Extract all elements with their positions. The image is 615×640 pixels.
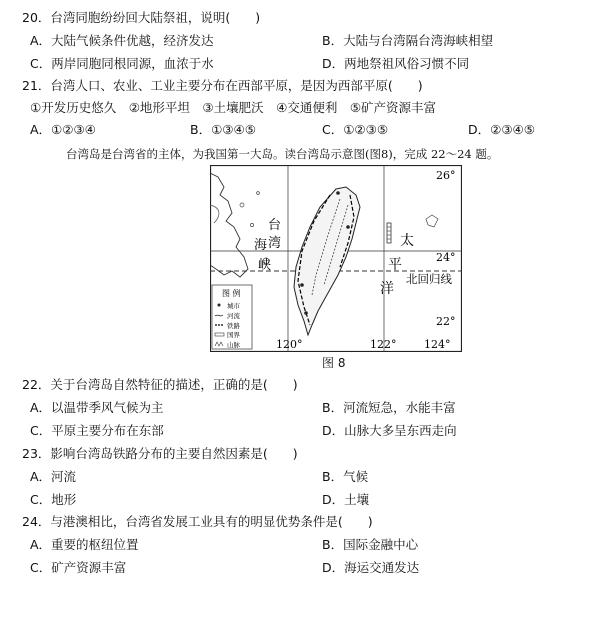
q23-option-d: D．土壤 xyxy=(322,492,370,507)
strait-label-2: 湾 xyxy=(268,236,282,251)
legend-border: 国界 xyxy=(227,331,240,339)
q20-option-d: D．两地祭祖风俗习惯不同 xyxy=(322,56,470,71)
q21-option-b: B．①③④⑤ xyxy=(190,122,256,137)
q20-stem: 20．台湾同胞纷纷回大陆祭祖，说明( ) xyxy=(22,10,261,25)
q24-option-d: D．海运交通发达 xyxy=(322,560,420,575)
lon-label-122: 122° xyxy=(370,338,397,351)
ocean-label-2: 平 xyxy=(388,257,402,273)
q24-option-a: A．重要的枢纽位置 xyxy=(30,537,139,552)
q23-stem: 23．影响台湾岛铁路分布的主要自然因素是( ) xyxy=(22,446,298,461)
q20-option-b: B．大陆与台湾隔台湾海峡相望 xyxy=(322,33,494,48)
legend-railway: 铁路 xyxy=(227,322,240,330)
q21-stem: 21．台湾人口、农业、工业主要分布在西部平原，是因为西部平原( ) xyxy=(22,78,423,93)
ocean-label-3: 洋 xyxy=(380,281,394,297)
q23-option-b: B．气候 xyxy=(322,469,369,484)
strait-label-1: 台 xyxy=(268,218,282,233)
q21-option-c: C．①②③⑤ xyxy=(322,122,389,137)
q22-option-b: B．河流短急，水能丰富 xyxy=(322,400,456,415)
q24-option-b: B．国际金融中心 xyxy=(322,537,419,552)
q20-option-c: C．两岸同胞同根同源，血浓于水 xyxy=(30,56,214,71)
q21-option-a: A．①②③④ xyxy=(30,122,96,137)
strait-label-3: 海 xyxy=(254,238,268,253)
q23-option-a: A．河流 xyxy=(30,469,77,484)
figure-intro: 台湾岛是台湾省的主体，为我国第一大岛。读台湾岛示意图(图8)，完成 22～24 题。 xyxy=(66,147,499,161)
q24-stem: 24．与港澳相比，台湾省发展工业具有的明显优势条件是( ) xyxy=(22,514,373,529)
q22-option-c: C．平原主要分布在东部 xyxy=(30,423,164,438)
q23-option-c: C．地形 xyxy=(30,492,77,507)
legend-title: 图 例 xyxy=(222,289,241,298)
lon-label-120: 120° xyxy=(276,338,303,351)
legend-mountain: 山脉 xyxy=(227,341,240,349)
ocean-label-1: 太 xyxy=(400,233,414,249)
lat-label-22: 22° xyxy=(436,315,456,328)
taiwan-map xyxy=(210,165,462,352)
lat-label-26: 26° xyxy=(436,169,456,182)
q22-option-d: D．山脉大多呈东西走向 xyxy=(322,423,457,438)
strait-label-4: 峡 xyxy=(258,258,272,273)
legend-river: 河流 xyxy=(227,312,240,320)
q22-stem: 22．关于台湾岛自然特征的描述，正确的是( ) xyxy=(22,377,298,392)
lon-label-124: 124° xyxy=(424,338,451,351)
q21-option-d: D．②③④⑤ xyxy=(468,122,535,137)
q21-items: ①开发历史悠久 ②地形平坦 ③土壤肥沃 ④交通便利 ⑤矿产资源丰富 xyxy=(30,100,437,115)
q20-option-a: A．大陆气候条件优越，经济发达 xyxy=(30,33,214,48)
lat-label-24: 24° xyxy=(436,251,456,264)
tropic-label: 北回归线 xyxy=(406,272,452,286)
q21-options-row xyxy=(0,122,615,138)
figure-caption: 图 8 xyxy=(322,356,346,370)
q24-option-c: C．矿产资源丰富 xyxy=(30,560,127,575)
q22-option-a: A．以温带季风气候为主 xyxy=(30,400,164,415)
legend-city: 城市 xyxy=(227,302,240,310)
